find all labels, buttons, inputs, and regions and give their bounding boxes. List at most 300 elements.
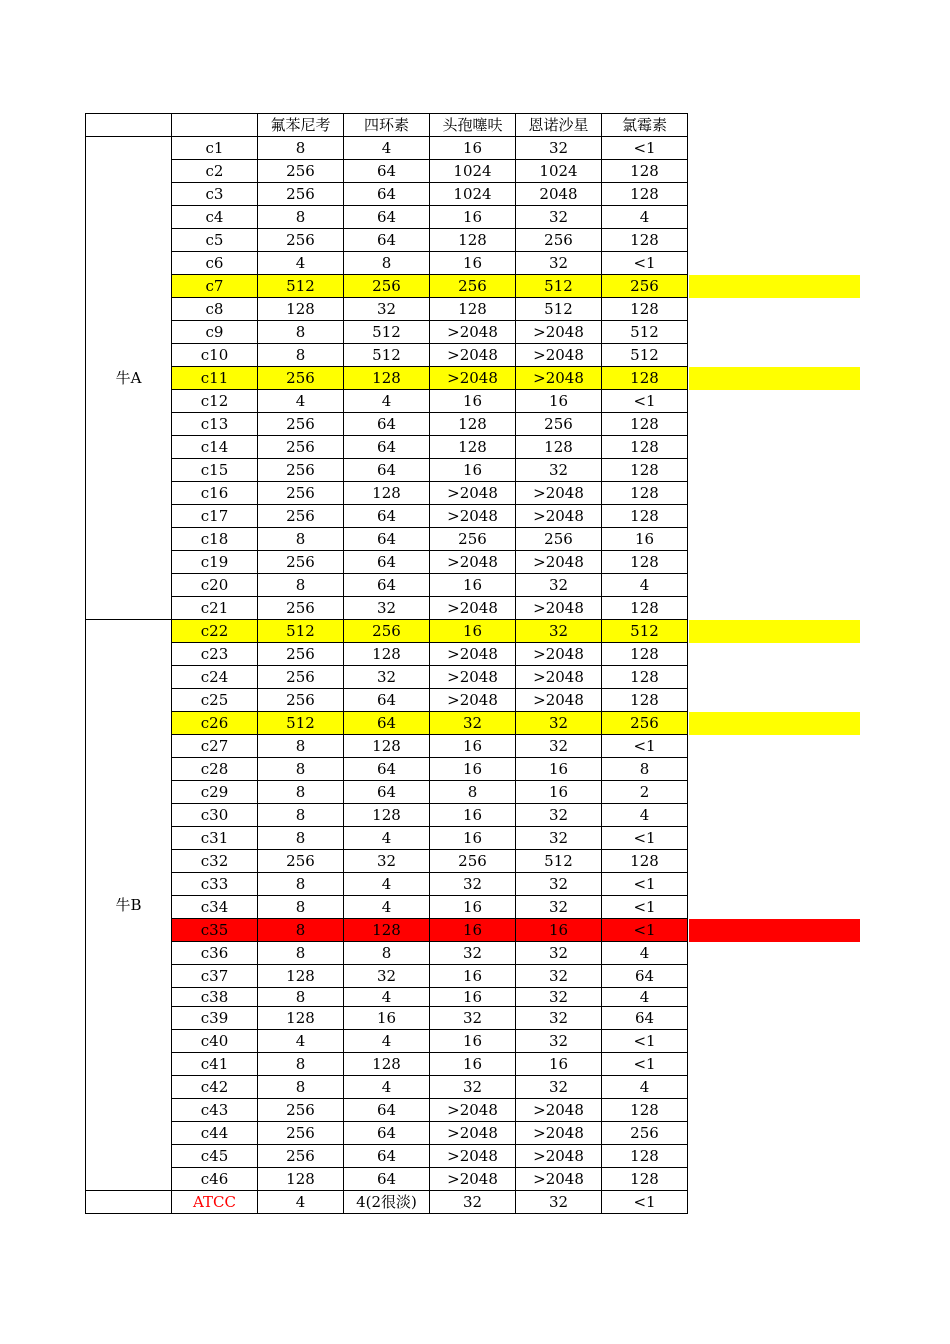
mic-value[interactable]: 8 [258,528,344,551]
sample-id[interactable]: c41 [172,1053,258,1076]
mic-value[interactable]: 16 [430,620,516,643]
mic-value[interactable]: >2048 [430,367,516,390]
mic-value[interactable]: 128 [258,298,344,321]
mic-value[interactable]: 64 [344,505,430,528]
mic-value[interactable]: 512 [602,620,688,643]
mic-value[interactable]: 8 [258,1076,344,1099]
sample-id[interactable]: c45 [172,1145,258,1168]
mic-value[interactable]: >2048 [516,689,602,712]
mic-value[interactable]: 32 [516,574,602,597]
mic-value[interactable]: 4 [344,873,430,896]
mic-value[interactable]: >2048 [516,1099,602,1122]
mic-value[interactable]: >2048 [430,1145,516,1168]
mic-value[interactable]: 128 [602,160,688,183]
sample-id[interactable]: c8 [172,298,258,321]
mic-value[interactable]: 256 [258,459,344,482]
header-cell[interactable] [86,114,172,137]
mic-value[interactable]: 32 [344,666,430,689]
mic-value[interactable]: >2048 [516,1168,602,1191]
sample-id[interactable]: c44 [172,1122,258,1145]
sample-id[interactable]: c22 [172,620,258,643]
mic-value[interactable]: 16 [516,1053,602,1076]
mic-value[interactable]: 16 [430,574,516,597]
header-cell[interactable]: 头孢噻呋 [430,114,516,137]
mic-value[interactable]: 4 [258,252,344,275]
table-row [86,229,688,252]
mic-value[interactable]: 128 [430,413,516,436]
mic-value[interactable]: 128 [430,298,516,321]
mic-value[interactable]: 8 [258,321,344,344]
mic-value[interactable]: 16 [430,758,516,781]
mic-value[interactable]: 256 [258,505,344,528]
mic-value[interactable]: 128 [602,643,688,666]
mic-value[interactable]: 8 [258,988,344,1007]
mic-value[interactable]: 32 [430,1191,516,1214]
header-cell[interactable]: 氟苯尼考 [258,114,344,137]
mic-value[interactable]: >2048 [430,643,516,666]
mic-value[interactable]: 32 [516,804,602,827]
mic-value[interactable]: 32 [516,942,602,965]
mic-value[interactable]: 8 [602,758,688,781]
mic-value[interactable]: 4 [258,1030,344,1053]
mic-value[interactable]: 512 [602,344,688,367]
mic-value[interactable]: 16 [430,827,516,850]
mic-value[interactable]: <1 [602,873,688,896]
mic-value[interactable]: 64 [344,1122,430,1145]
sample-id[interactable]: c23 [172,643,258,666]
mic-value[interactable]: 128 [602,482,688,505]
mic-value[interactable]: 8 [258,827,344,850]
mic-value[interactable]: 32 [516,827,602,850]
mic-value[interactable]: 256 [258,689,344,712]
mic-value[interactable]: >2048 [516,321,602,344]
mic-value[interactable]: 512 [602,321,688,344]
mic-value[interactable]: 128 [602,850,688,873]
mic-value[interactable]: 512 [516,298,602,321]
mic-value[interactable]: 16 [430,965,516,988]
sample-id[interactable]: c25 [172,689,258,712]
mic-value[interactable]: 256 [516,413,602,436]
mic-value[interactable]: >2048 [516,1122,602,1145]
mic-value[interactable]: 8 [258,873,344,896]
mic-value[interactable]: 8 [258,804,344,827]
mic-value[interactable]: 16 [430,919,516,942]
mic-value[interactable]: 32 [516,206,602,229]
mic-value[interactable]: 256 [430,850,516,873]
mic-value[interactable]: 128 [344,1053,430,1076]
mic-value[interactable]: 128 [602,689,688,712]
sample-id[interactable]: c27 [172,735,258,758]
mic-value[interactable]: 32 [516,712,602,735]
mic-value[interactable]: >2048 [516,505,602,528]
sample-id[interactable]: c15 [172,459,258,482]
mic-value[interactable]: 8 [258,137,344,160]
mic-value[interactable]: 128 [344,919,430,942]
mic-value[interactable]: 512 [344,344,430,367]
mic-value[interactable]: 256 [258,597,344,620]
sample-id[interactable]: c20 [172,574,258,597]
mic-value[interactable]: 128 [602,413,688,436]
mic-value[interactable]: 4 [602,1076,688,1099]
sample-id[interactable]: c29 [172,781,258,804]
mic-value[interactable]: 32 [516,1030,602,1053]
mic-value[interactable]: 2048 [516,183,602,206]
mic-value[interactable]: 8 [258,206,344,229]
mic-value[interactable]: 256 [602,712,688,735]
mic-value[interactable]: 8 [258,1053,344,1076]
mic-value[interactable]: >2048 [430,1168,516,1191]
sample-id[interactable]: c14 [172,436,258,459]
mic-value[interactable]: 32 [516,735,602,758]
atcc-row [86,1191,688,1214]
sample-id[interactable]: c26 [172,712,258,735]
mic-value[interactable]: 32 [344,298,430,321]
mic-value[interactable]: 512 [258,275,344,298]
sample-id[interactable]: c3 [172,183,258,206]
mic-value[interactable]: 64 [344,160,430,183]
mic-value[interactable]: 32 [430,942,516,965]
mic-value[interactable]: 128 [344,482,430,505]
mic-value[interactable]: >2048 [430,1122,516,1145]
mic-value[interactable]: 4 [344,896,430,919]
mic-value[interactable]: 4 [344,390,430,413]
mic-value[interactable]: 128 [602,505,688,528]
mic-value[interactable]: 128 [602,229,688,252]
mic-value[interactable]: <1 [602,1191,688,1214]
mic-value[interactable]: 8 [258,919,344,942]
mic-value[interactable]: 256 [258,1099,344,1122]
mic-value[interactable]: >2048 [516,597,602,620]
table-row [86,321,688,344]
mic-value[interactable]: 1024 [430,160,516,183]
mic-value[interactable]: >2048 [430,344,516,367]
mic-value[interactable]: 256 [258,367,344,390]
mic-value[interactable]: 32 [516,137,602,160]
mic-value[interactable]: 64 [344,1099,430,1122]
mic-value[interactable]: <1 [602,252,688,275]
mic-value[interactable]: 4 [344,827,430,850]
mic-value[interactable]: 16 [516,758,602,781]
mic-value[interactable]: 256 [430,528,516,551]
mic-value[interactable]: >2048 [516,643,602,666]
mic-value[interactable]: 256 [516,229,602,252]
sample-id[interactable]: c31 [172,827,258,850]
mic-value[interactable]: 256 [602,1122,688,1145]
mic-value[interactable]: 128 [344,735,430,758]
sample-id[interactable]: c18 [172,528,258,551]
mic-value[interactable]: 128 [516,436,602,459]
mic-value[interactable]: 64 [344,781,430,804]
mic-value[interactable]: <1 [602,827,688,850]
sample-id[interactable]: c13 [172,413,258,436]
sample-id[interactable]: c2 [172,160,258,183]
mic-value[interactable]: 256 [602,275,688,298]
mic-value[interactable]: 4 [258,390,344,413]
mic-value[interactable]: 128 [344,804,430,827]
mic-value[interactable]: 16 [516,919,602,942]
mic-value[interactable]: >2048 [516,367,602,390]
sample-id[interactable]: c46 [172,1168,258,1191]
mic-value[interactable]: 16 [430,252,516,275]
header-cell[interactable]: 恩诺沙星 [516,114,602,137]
mic-value[interactable]: 4(2很淡) [344,1191,430,1214]
mic-value[interactable]: 32 [430,712,516,735]
mic-value[interactable]: 32 [516,1007,602,1030]
mic-value[interactable]: 4 [344,988,430,1007]
mic-value[interactable]: 64 [344,1168,430,1191]
mic-value[interactable]: 32 [344,965,430,988]
sample-id[interactable]: c34 [172,896,258,919]
mic-value[interactable]: 64 [344,413,430,436]
mic-value[interactable]: 32 [344,850,430,873]
mic-value[interactable]: 16 [430,1053,516,1076]
mic-value[interactable]: 16 [430,1030,516,1053]
mic-value[interactable]: 128 [602,459,688,482]
mic-value[interactable]: 1024 [430,183,516,206]
mic-value[interactable]: 128 [430,229,516,252]
mic-value[interactable]: 16 [430,390,516,413]
mic-value[interactable]: 256 [258,666,344,689]
mic-value[interactable]: 4 [602,804,688,827]
mic-value[interactable]: 16 [430,896,516,919]
mic-value[interactable]: <1 [602,1053,688,1076]
header-cell[interactable]: 氯霉素 [602,114,688,137]
mic-value[interactable]: 8 [430,781,516,804]
sample-id[interactable]: c21 [172,597,258,620]
mic-value[interactable]: 64 [344,574,430,597]
mic-value[interactable]: 256 [258,436,344,459]
mic-value[interactable]: 256 [258,1145,344,1168]
mic-value[interactable]: 4 [602,942,688,965]
mic-value[interactable]: 128 [258,1007,344,1030]
mic-value[interactable]: 16 [430,735,516,758]
mic-value[interactable]: 32 [344,597,430,620]
mic-value[interactable]: 4 [344,1030,430,1053]
table-row [86,413,688,436]
mic-value[interactable]: >2048 [516,1145,602,1168]
sample-id[interactable]: c36 [172,942,258,965]
mic-value[interactable]: 256 [258,643,344,666]
mic-value[interactable]: 512 [516,850,602,873]
sample-id[interactable]: c19 [172,551,258,574]
table-row [86,1099,688,1122]
mic-value[interactable]: 4 [602,574,688,597]
mic-value[interactable]: 128 [602,183,688,206]
mic-value[interactable]: 256 [430,275,516,298]
table-row [86,988,688,1007]
table-row [86,965,688,988]
sample-id[interactable]: c17 [172,505,258,528]
mic-value[interactable]: 64 [344,712,430,735]
mic-value[interactable]: 256 [344,275,430,298]
sample-id[interactable]: c42 [172,1076,258,1099]
mic-value[interactable]: 512 [258,620,344,643]
mic-value[interactable]: 64 [344,528,430,551]
sample-id[interactable]: c4 [172,206,258,229]
mic-value[interactable]: 64 [602,1007,688,1030]
mic-value[interactable]: 4 [344,137,430,160]
mic-value[interactable]: 8 [344,942,430,965]
mic-value[interactable]: 32 [516,252,602,275]
mic-value[interactable]: >2048 [430,689,516,712]
mic-value[interactable]: <1 [602,390,688,413]
mic-value[interactable]: 16 [602,528,688,551]
mic-value[interactable]: 4 [344,1076,430,1099]
table-row [86,390,688,413]
mic-value[interactable]: 16 [516,390,602,413]
mic-value[interactable]: 128 [430,436,516,459]
mic-value[interactable]: 8 [344,252,430,275]
mic-value[interactable]: <1 [602,919,688,942]
mic-value[interactable]: 8 [258,781,344,804]
mic-value[interactable]: 256 [258,229,344,252]
mic-value[interactable]: 32 [516,1191,602,1214]
mic-value[interactable]: >2048 [430,666,516,689]
mic-value[interactable]: 32 [516,1076,602,1099]
mic-value[interactable]: 32 [430,1007,516,1030]
mic-value[interactable]: 64 [344,689,430,712]
mic-value[interactable]: 64 [344,183,430,206]
mic-value[interactable]: 32 [516,459,602,482]
mic-value[interactable]: 128 [602,666,688,689]
mic-value[interactable]: 8 [258,896,344,919]
sample-id[interactable]: c16 [172,482,258,505]
group-label[interactable]: 牛B [86,620,172,1191]
sample-id[interactable]: c11 [172,367,258,390]
mic-value[interactable]: 32 [430,873,516,896]
mic-value[interactable]: 512 [344,321,430,344]
header-cell[interactable]: 四环素 [344,114,430,137]
mic-value[interactable]: 16 [430,137,516,160]
mic-value[interactable]: 128 [602,367,688,390]
mic-value[interactable]: 256 [258,160,344,183]
mic-value[interactable]: 64 [344,551,430,574]
mic-value[interactable]: 128 [602,597,688,620]
mic-value[interactable]: 64 [344,436,430,459]
mic-value[interactable]: 64 [344,206,430,229]
mic-value[interactable]: 128 [344,367,430,390]
sample-id[interactable]: c24 [172,666,258,689]
mic-value[interactable]: 16 [516,781,602,804]
mic-value[interactable]: >2048 [430,1099,516,1122]
sample-id[interactable]: c39 [172,1007,258,1030]
mic-value[interactable]: 64 [344,229,430,252]
mic-value[interactable]: 256 [344,620,430,643]
mic-value[interactable]: 8 [258,735,344,758]
mic-value[interactable]: 128 [602,1145,688,1168]
mic-value[interactable]: 128 [602,298,688,321]
mic-value[interactable]: 8 [258,344,344,367]
mic-value[interactable]: >2048 [430,597,516,620]
sample-id[interactable]: c5 [172,229,258,252]
mic-value[interactable]: 8 [258,942,344,965]
sample-id[interactable]: c35 [172,919,258,942]
mic-value[interactable]: 1024 [516,160,602,183]
sample-id[interactable]: c7 [172,275,258,298]
mic-value[interactable]: 64 [602,965,688,988]
mic-value[interactable]: 8 [258,574,344,597]
group-label[interactable] [86,1191,172,1214]
mic-value[interactable]: <1 [602,735,688,758]
mic-value[interactable]: >2048 [516,666,602,689]
mic-value[interactable]: 64 [344,1145,430,1168]
mic-value[interactable]: 128 [258,1168,344,1191]
sample-id[interactable]: c9 [172,321,258,344]
sample-id[interactable]: c12 [172,390,258,413]
mic-value[interactable]: 16 [430,804,516,827]
sample-id[interactable]: c1 [172,137,258,160]
mic-value[interactable]: <1 [602,137,688,160]
mic-value[interactable]: 64 [344,758,430,781]
mic-value[interactable]: 32 [516,873,602,896]
sample-id[interactable]: c30 [172,804,258,827]
sample-id[interactable]: c37 [172,965,258,988]
mic-value[interactable]: 32 [430,1076,516,1099]
mic-value[interactable]: 4 [602,206,688,229]
mic-value[interactable]: 16 [344,1007,430,1030]
mic-value[interactable]: >2048 [430,321,516,344]
mic-value[interactable]: 128 [602,551,688,574]
mic-value[interactable]: 64 [344,459,430,482]
mic-value[interactable]: 256 [258,413,344,436]
mic-value[interactable]: 32 [516,965,602,988]
sample-id[interactable]: c40 [172,1030,258,1053]
mic-value[interactable]: 256 [258,482,344,505]
sample-id[interactable]: c32 [172,850,258,873]
mic-value[interactable]: 128 [602,1168,688,1191]
mic-value[interactable]: 16 [430,988,516,1007]
mic-value[interactable]: 4 [258,1191,344,1214]
sample-id[interactable]: c38 [172,988,258,1007]
mic-value[interactable]: 2 [602,781,688,804]
sample-id[interactable]: ATCC [172,1191,258,1214]
mic-value[interactable]: 512 [258,712,344,735]
mic-value[interactable]: 32 [516,988,602,1007]
group-label[interactable]: 牛A [86,137,172,620]
sample-id[interactable]: c10 [172,344,258,367]
mic-value[interactable]: 16 [430,206,516,229]
mic-value[interactable]: 512 [516,275,602,298]
mic-value[interactable]: 8 [258,758,344,781]
mic-value[interactable]: >2048 [516,344,602,367]
mic-value[interactable]: <1 [602,896,688,919]
mic-value[interactable]: >2048 [516,482,602,505]
mic-value[interactable]: 256 [258,551,344,574]
mic-value[interactable]: >2048 [430,551,516,574]
sample-id[interactable]: c43 [172,1099,258,1122]
header-cell[interactable] [172,114,258,137]
mic-value[interactable]: 256 [258,1122,344,1145]
sample-id[interactable]: c6 [172,252,258,275]
mic-value[interactable]: 256 [258,183,344,206]
mic-value[interactable]: 256 [516,528,602,551]
sample-id[interactable]: c33 [172,873,258,896]
mic-value[interactable]: >2048 [430,482,516,505]
mic-value[interactable]: 32 [516,896,602,919]
mic-value[interactable]: 256 [258,850,344,873]
mic-value[interactable]: <1 [602,1030,688,1053]
mic-value[interactable]: 128 [258,965,344,988]
mic-value[interactable]: >2048 [430,505,516,528]
mic-value[interactable]: 16 [430,459,516,482]
mic-value[interactable]: 32 [516,620,602,643]
mic-value[interactable]: 128 [602,436,688,459]
sample-id[interactable]: c28 [172,758,258,781]
mic-value[interactable]: >2048 [516,551,602,574]
mic-value[interactable]: 128 [344,643,430,666]
mic-value[interactable]: 128 [602,1099,688,1122]
mic-value[interactable]: 4 [602,988,688,1007]
